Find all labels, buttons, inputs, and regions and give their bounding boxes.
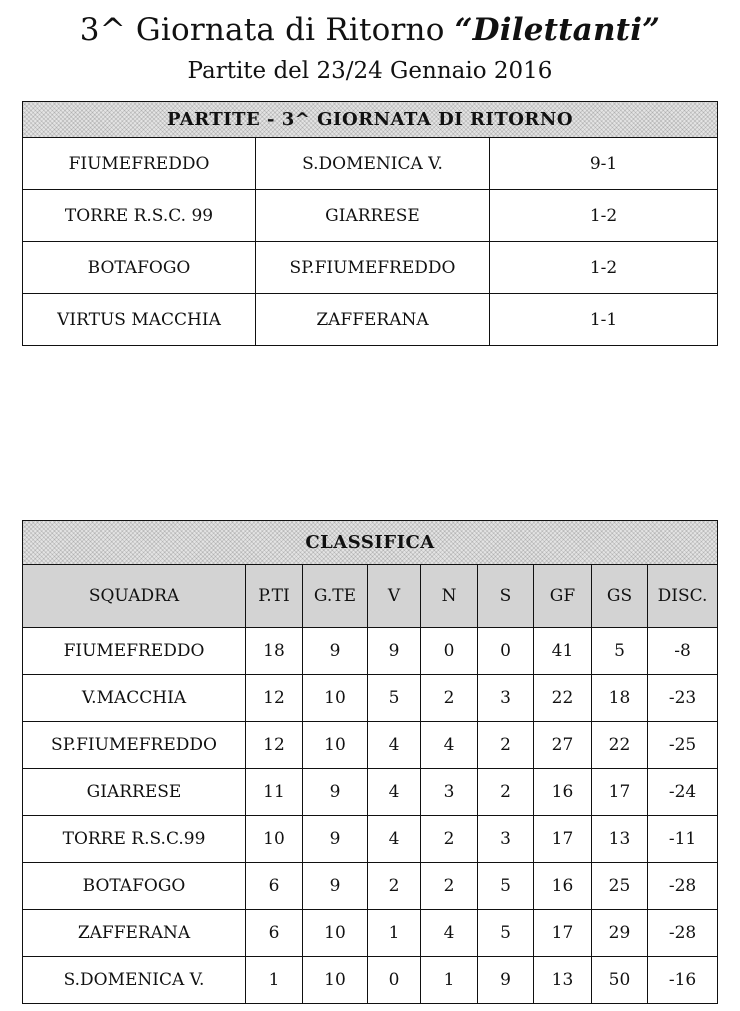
wins: 1 <box>368 910 421 957</box>
draws: 2 <box>421 675 478 722</box>
points: 1 <box>246 957 303 1004</box>
goals-against: 22 <box>592 722 648 769</box>
wins: 4 <box>368 816 421 863</box>
discipline: -28 <box>648 863 718 910</box>
points: 6 <box>246 910 303 957</box>
team-name: BOTAFOGO <box>23 863 246 910</box>
col-squadra: SQUADRA <box>23 565 246 628</box>
discipline: -25 <box>648 722 718 769</box>
col-gol-fatti: GF <box>534 565 592 628</box>
games: 9 <box>303 769 368 816</box>
match-away: GIARRESE <box>256 190 490 242</box>
wins: 5 <box>368 675 421 722</box>
goals-for: 16 <box>534 863 592 910</box>
goals-against: 17 <box>592 769 648 816</box>
goals-against: 18 <box>592 675 648 722</box>
col-gare: G.TE <box>303 565 368 628</box>
discipline: -16 <box>648 957 718 1004</box>
games: 10 <box>303 722 368 769</box>
draws: 0 <box>421 628 478 675</box>
losses: 5 <box>478 863 534 910</box>
draws: 2 <box>421 863 478 910</box>
team-name: TORRE R.S.C.99 <box>23 816 246 863</box>
match-home: FIUMEFREDDO <box>23 138 256 190</box>
standings-row <box>23 628 718 675</box>
standings-row <box>23 863 718 910</box>
goals-for: 41 <box>534 628 592 675</box>
goals-against: 50 <box>592 957 648 1004</box>
match-score: 1-2 <box>490 242 718 294</box>
games: 9 <box>303 628 368 675</box>
wins: 4 <box>368 769 421 816</box>
team-name: S.DOMENICA V. <box>23 957 246 1004</box>
goals-against: 5 <box>592 628 648 675</box>
matches-title: PARTITE - 3^ GIORNATA DI RITORNO <box>23 102 718 138</box>
games: 9 <box>303 863 368 910</box>
games: 9 <box>303 816 368 863</box>
team-name: FIUMEFREDDO <box>23 628 246 675</box>
match-score: 1-2 <box>490 190 718 242</box>
goals-against: 13 <box>592 816 648 863</box>
points: 6 <box>246 863 303 910</box>
match-row <box>23 190 718 242</box>
standings-title: CLASSIFICA <box>23 521 718 565</box>
matches-table <box>22 101 718 346</box>
goals-for: 16 <box>534 769 592 816</box>
standings-row <box>23 816 718 863</box>
losses: 0 <box>478 628 534 675</box>
discipline: -8 <box>648 628 718 675</box>
points: 11 <box>246 769 303 816</box>
match-away: ZAFFERANA <box>256 294 490 346</box>
goals-against: 25 <box>592 863 648 910</box>
wins: 4 <box>368 722 421 769</box>
wins: 9 <box>368 628 421 675</box>
team-name: ZAFFERANA <box>23 910 246 957</box>
goals-for: 13 <box>534 957 592 1004</box>
col-disciplina: DISC. <box>648 565 718 628</box>
col-sconfitte: S <box>478 565 534 628</box>
discipline: -28 <box>648 910 718 957</box>
match-row <box>23 138 718 190</box>
page-subtitle: Partite del 23/24 Gennaio 2016 <box>187 58 553 84</box>
losses: 9 <box>478 957 534 1004</box>
discipline: -24 <box>648 769 718 816</box>
games: 10 <box>303 957 368 1004</box>
team-name: GIARRESE <box>23 769 246 816</box>
standings-table <box>22 520 718 1004</box>
title-emphasis: “Dilettanti” <box>454 12 661 48</box>
standings-row <box>23 769 718 816</box>
goals-against: 29 <box>592 910 648 957</box>
team-name: SP.FIUMEFREDDO <box>23 722 246 769</box>
draws: 4 <box>421 722 478 769</box>
standings-row <box>23 957 718 1004</box>
wins: 2 <box>368 863 421 910</box>
match-away: S.DOMENICA V. <box>256 138 490 190</box>
standings-row <box>23 675 718 722</box>
match-home: TORRE R.S.C. 99 <box>23 190 256 242</box>
losses: 3 <box>478 816 534 863</box>
losses: 5 <box>478 910 534 957</box>
col-vinte: V <box>368 565 421 628</box>
goals-for: 17 <box>534 910 592 957</box>
team-name: V.MACCHIA <box>23 675 246 722</box>
page-title <box>0 12 740 48</box>
draws: 1 <box>421 957 478 1004</box>
standings-row <box>23 722 718 769</box>
match-score: 9-1 <box>490 138 718 190</box>
wins: 0 <box>368 957 421 1004</box>
points: 12 <box>246 675 303 722</box>
match-row <box>23 294 718 346</box>
points: 18 <box>246 628 303 675</box>
discipline: -11 <box>648 816 718 863</box>
losses: 2 <box>478 722 534 769</box>
match-score: 1-1 <box>490 294 718 346</box>
games: 10 <box>303 675 368 722</box>
draws: 2 <box>421 816 478 863</box>
standings-row <box>23 910 718 957</box>
match-home: VIRTUS MACCHIA <box>23 294 256 346</box>
col-nulle: N <box>421 565 478 628</box>
goals-for: 27 <box>534 722 592 769</box>
col-gol-subiti: GS <box>592 565 648 628</box>
draws: 3 <box>421 769 478 816</box>
match-home: BOTAFOGO <box>23 242 256 294</box>
games: 10 <box>303 910 368 957</box>
losses: 3 <box>478 675 534 722</box>
points: 10 <box>246 816 303 863</box>
match-away: SP.FIUMEFREDDO <box>256 242 490 294</box>
draws: 4 <box>421 910 478 957</box>
match-row <box>23 242 718 294</box>
discipline: -23 <box>648 675 718 722</box>
title-prefix: 3^ Giornata di Ritorno <box>79 12 455 48</box>
goals-for: 17 <box>534 816 592 863</box>
points: 12 <box>246 722 303 769</box>
goals-for: 22 <box>534 675 592 722</box>
standings-body <box>23 628 718 1004</box>
losses: 2 <box>478 769 534 816</box>
standings-header-row <box>23 565 718 628</box>
col-punti: P.TI <box>246 565 303 628</box>
